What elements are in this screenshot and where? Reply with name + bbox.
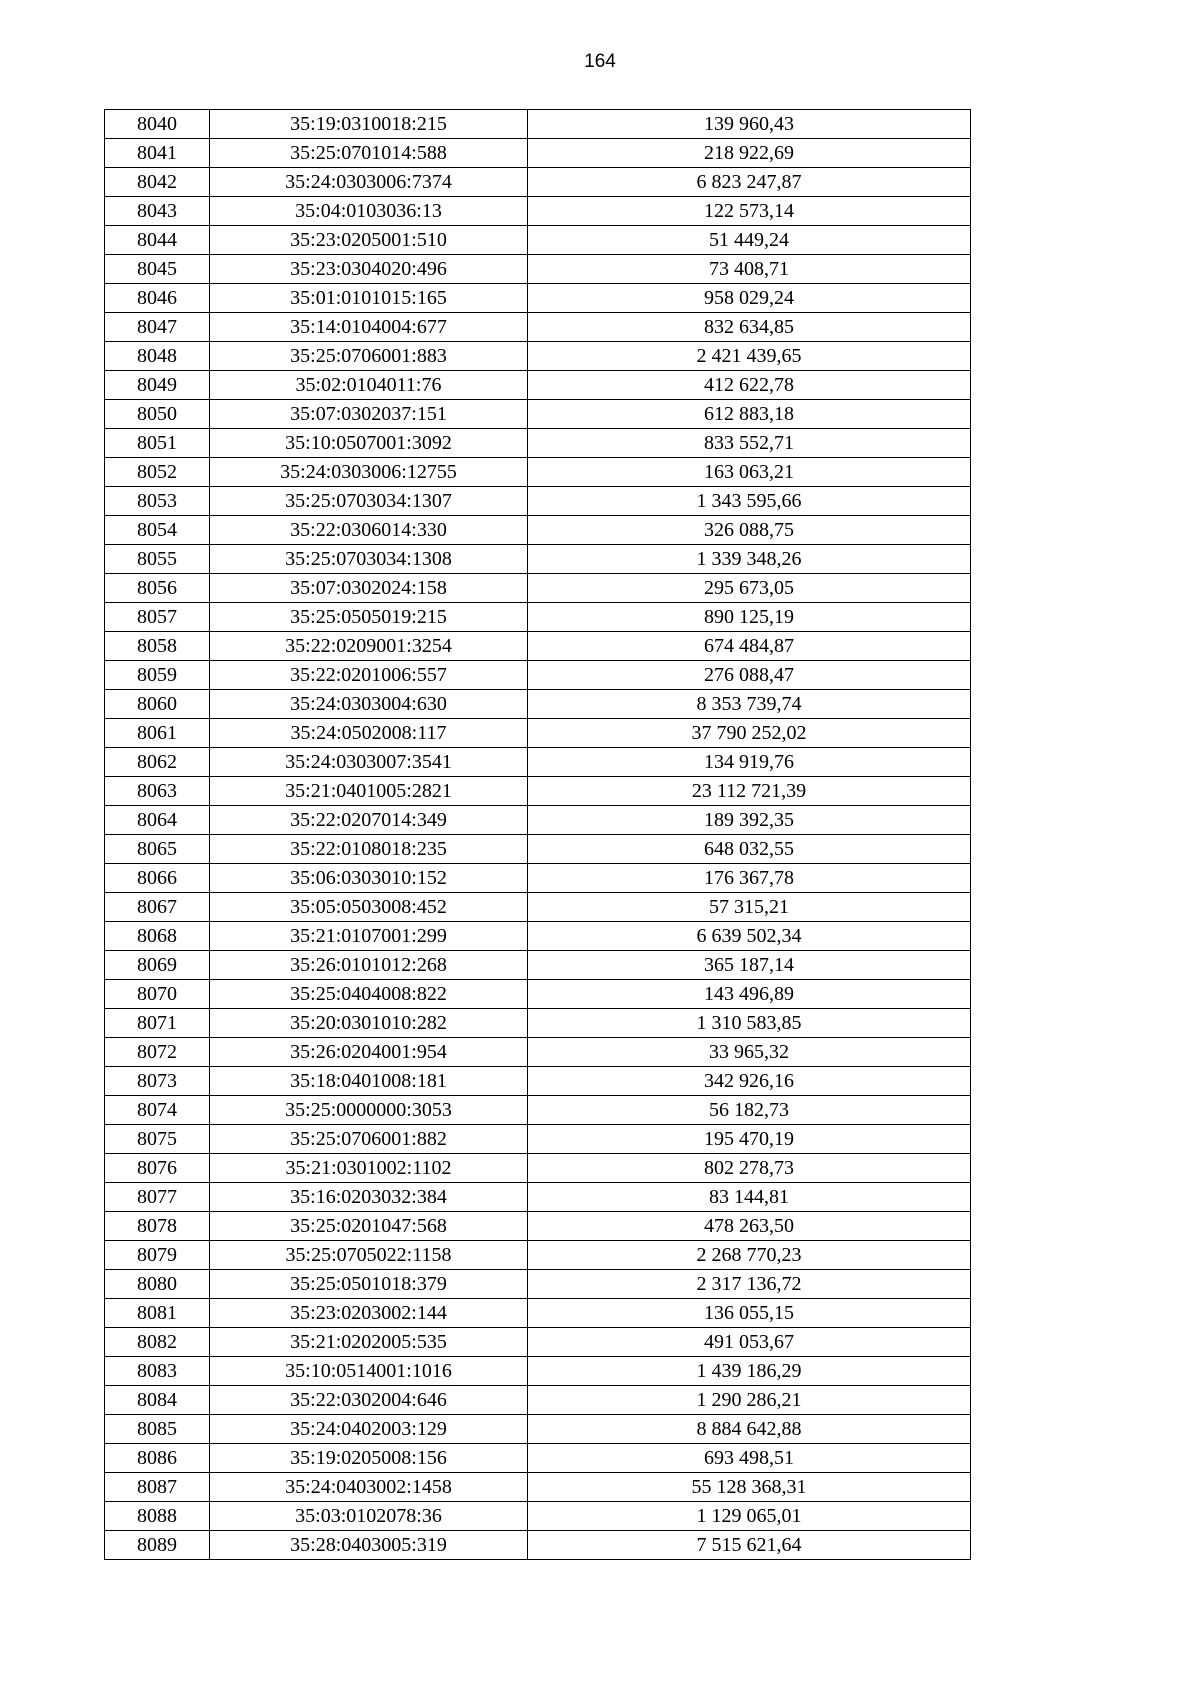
- row-number-cell: 8050: [105, 400, 210, 429]
- cadastral-number-cell: 35:25:0706001:882: [210, 1125, 528, 1154]
- table-row: [105, 951, 971, 980]
- value-cell: 674 484,87: [528, 632, 971, 661]
- row-number-cell: 8056: [105, 574, 210, 603]
- cadastral-number-cell: 35:25:0505019:215: [210, 603, 528, 632]
- value-cell: 412 622,78: [528, 371, 971, 400]
- row-number-cell: 8084: [105, 1386, 210, 1415]
- cadastral-number-cell: 35:25:0703034:1308: [210, 545, 528, 574]
- table-row: [105, 226, 971, 255]
- table-row: [105, 1357, 971, 1386]
- row-number-cell: 8085: [105, 1415, 210, 1444]
- table-row: [105, 574, 971, 603]
- row-number-cell: 8075: [105, 1125, 210, 1154]
- row-number-cell: 8083: [105, 1357, 210, 1386]
- table-row: [105, 284, 971, 313]
- table-row: [105, 371, 971, 400]
- cadastral-number-cell: 35:24:0403002:1458: [210, 1473, 528, 1502]
- value-cell: 56 182,73: [528, 1096, 971, 1125]
- table-row: [105, 1096, 971, 1125]
- value-cell: 1 339 348,26: [528, 545, 971, 574]
- table-row: [105, 1386, 971, 1415]
- value-cell: 1 129 065,01: [528, 1502, 971, 1531]
- cadastral-number-cell: 35:10:0507001:3092: [210, 429, 528, 458]
- table-row: [105, 893, 971, 922]
- value-cell: 33 965,32: [528, 1038, 971, 1067]
- cadastral-number-cell: 35:22:0306014:330: [210, 516, 528, 545]
- table-row: [105, 690, 971, 719]
- row-number-cell: 8057: [105, 603, 210, 632]
- cadastral-number-cell: 35:24:0502008:117: [210, 719, 528, 748]
- table-row: [105, 487, 971, 516]
- table-row: [105, 1183, 971, 1212]
- value-cell: 326 088,75: [528, 516, 971, 545]
- cadastral-number-cell: 35:24:0303004:630: [210, 690, 528, 719]
- cadastral-number-cell: 35:22:0201006:557: [210, 661, 528, 690]
- row-number-cell: 8041: [105, 139, 210, 168]
- row-number-cell: 8087: [105, 1473, 210, 1502]
- value-cell: 2 317 136,72: [528, 1270, 971, 1299]
- row-number-cell: 8052: [105, 458, 210, 487]
- row-number-cell: 8058: [105, 632, 210, 661]
- table-row: [105, 1067, 971, 1096]
- table-row: [105, 1328, 971, 1357]
- cadastral-number-cell: 35:25:0706001:883: [210, 342, 528, 371]
- table-body: [105, 110, 971, 1560]
- row-number-cell: 8062: [105, 748, 210, 777]
- table-row: [105, 313, 971, 342]
- cadastral-number-cell: 35:23:0304020:496: [210, 255, 528, 284]
- cadastral-number-cell: 35:16:0203032:384: [210, 1183, 528, 1212]
- row-number-cell: 8060: [105, 690, 210, 719]
- value-cell: 832 634,85: [528, 313, 971, 342]
- row-number-cell: 8076: [105, 1154, 210, 1183]
- value-cell: 365 187,14: [528, 951, 971, 980]
- value-cell: 73 408,71: [528, 255, 971, 284]
- cadastral-number-cell: 35:22:0108018:235: [210, 835, 528, 864]
- value-cell: 491 053,67: [528, 1328, 971, 1357]
- value-cell: 958 029,24: [528, 284, 971, 313]
- value-cell: 612 883,18: [528, 400, 971, 429]
- cadastral-number-cell: 35:24:0303006:12755: [210, 458, 528, 487]
- value-cell: 83 144,81: [528, 1183, 971, 1212]
- value-cell: 2 268 770,23: [528, 1241, 971, 1270]
- row-number-cell: 8079: [105, 1241, 210, 1270]
- cadastral-number-cell: 35:25:0201047:568: [210, 1212, 528, 1241]
- cadastral-number-cell: 35:06:0303010:152: [210, 864, 528, 893]
- table-row: [105, 458, 971, 487]
- cadastre-table: [104, 109, 971, 1560]
- table-row: [105, 1531, 971, 1560]
- value-cell: 189 392,35: [528, 806, 971, 835]
- row-number-cell: 8077: [105, 1183, 210, 1212]
- value-cell: 23 112 721,39: [528, 777, 971, 806]
- table-row: [105, 1270, 971, 1299]
- cadastral-number-cell: 35:22:0209001:3254: [210, 632, 528, 661]
- row-number-cell: 8047: [105, 313, 210, 342]
- value-cell: 8 884 642,88: [528, 1415, 971, 1444]
- value-cell: 478 263,50: [528, 1212, 971, 1241]
- row-number-cell: 8046: [105, 284, 210, 313]
- value-cell: 122 573,14: [528, 197, 971, 226]
- row-number-cell: 8048: [105, 342, 210, 371]
- table-row: [105, 719, 971, 748]
- value-cell: 6 823 247,87: [528, 168, 971, 197]
- value-cell: 136 055,15: [528, 1299, 971, 1328]
- cadastral-number-cell: 35:23:0205001:510: [210, 226, 528, 255]
- cadastral-number-cell: 35:19:0310018:215: [210, 110, 528, 139]
- value-cell: 1 343 595,66: [528, 487, 971, 516]
- table-row: [105, 197, 971, 226]
- row-number-cell: 8043: [105, 197, 210, 226]
- row-number-cell: 8061: [105, 719, 210, 748]
- table-row: [105, 1154, 971, 1183]
- value-cell: 295 673,05: [528, 574, 971, 603]
- cadastral-number-cell: 35:21:0202005:535: [210, 1328, 528, 1357]
- cadastral-number-cell: 35:21:0107001:299: [210, 922, 528, 951]
- table-row: [105, 1415, 971, 1444]
- cadastral-number-cell: 35:25:0701014:588: [210, 139, 528, 168]
- value-cell: 1 290 286,21: [528, 1386, 971, 1415]
- value-cell: 176 367,78: [528, 864, 971, 893]
- cadastral-number-cell: 35:25:0501018:379: [210, 1270, 528, 1299]
- row-number-cell: 8086: [105, 1444, 210, 1473]
- cadastral-number-cell: 35:25:0703034:1307: [210, 487, 528, 516]
- value-cell: 55 128 368,31: [528, 1473, 971, 1502]
- cadastral-number-cell: 35:19:0205008:156: [210, 1444, 528, 1473]
- table-row: [105, 545, 971, 574]
- cadastral-number-cell: 35:14:0104004:677: [210, 313, 528, 342]
- table-row: [105, 1038, 971, 1067]
- value-cell: 890 125,19: [528, 603, 971, 632]
- value-cell: 8 353 739,74: [528, 690, 971, 719]
- cadastral-number-cell: 35:18:0401008:181: [210, 1067, 528, 1096]
- cadastral-number-cell: 35:02:0104011:76: [210, 371, 528, 400]
- row-number-cell: 8066: [105, 864, 210, 893]
- value-cell: 7 515 621,64: [528, 1531, 971, 1560]
- value-cell: 37 790 252,02: [528, 719, 971, 748]
- value-cell: 648 032,55: [528, 835, 971, 864]
- value-cell: 6 639 502,34: [528, 922, 971, 951]
- row-number-cell: 8064: [105, 806, 210, 835]
- row-number-cell: 8072: [105, 1038, 210, 1067]
- value-cell: 134 919,76: [528, 748, 971, 777]
- cadastral-number-cell: 35:03:0102078:36: [210, 1502, 528, 1531]
- table-row: [105, 342, 971, 371]
- cadastral-number-cell: 35:10:0514001:1016: [210, 1357, 528, 1386]
- cadastral-number-cell: 35:22:0207014:349: [210, 806, 528, 835]
- table-row: [105, 429, 971, 458]
- cadastral-number-cell: 35:24:0303007:3541: [210, 748, 528, 777]
- row-number-cell: 8070: [105, 980, 210, 1009]
- page-number: 164: [584, 51, 616, 72]
- value-cell: 802 278,73: [528, 1154, 971, 1183]
- row-number-cell: 8082: [105, 1328, 210, 1357]
- cadastral-number-cell: 35:28:0403005:319: [210, 1531, 528, 1560]
- table-row: [105, 603, 971, 632]
- table-row: [105, 864, 971, 893]
- cadastral-number-cell: 35:22:0302004:646: [210, 1386, 528, 1415]
- cadastral-number-cell: 35:01:0101015:165: [210, 284, 528, 313]
- table-row: [105, 255, 971, 284]
- row-number-cell: 8073: [105, 1067, 210, 1096]
- table-row: [105, 400, 971, 429]
- cadastre-table-container: [104, 109, 971, 1560]
- cadastral-number-cell: 35:26:0101012:268: [210, 951, 528, 980]
- row-number-cell: 8065: [105, 835, 210, 864]
- value-cell: 1 310 583,85: [528, 1009, 971, 1038]
- row-number-cell: 8089: [105, 1531, 210, 1560]
- cadastral-number-cell: 35:24:0402003:129: [210, 1415, 528, 1444]
- cadastral-number-cell: 35:25:0000000:3053: [210, 1096, 528, 1125]
- table-row: [105, 922, 971, 951]
- row-number-cell: 8044: [105, 226, 210, 255]
- cadastral-number-cell: 35:24:0303006:7374: [210, 168, 528, 197]
- table-row: [105, 806, 971, 835]
- cadastral-number-cell: 35:23:0203002:144: [210, 1299, 528, 1328]
- table-row: [105, 110, 971, 139]
- table-row: [105, 1241, 971, 1270]
- table-row: [105, 1212, 971, 1241]
- table-row: [105, 1473, 971, 1502]
- value-cell: 51 449,24: [528, 226, 971, 255]
- table-row: [105, 1299, 971, 1328]
- row-number-cell: 8055: [105, 545, 210, 574]
- table-row: [105, 748, 971, 777]
- cadastral-number-cell: 35:21:0301002:1102: [210, 1154, 528, 1183]
- cadastral-number-cell: 35:25:0404008:822: [210, 980, 528, 1009]
- table-row: [105, 168, 971, 197]
- value-cell: 1 439 186,29: [528, 1357, 971, 1386]
- cadastral-number-cell: 35:07:0302037:151: [210, 400, 528, 429]
- row-number-cell: 8074: [105, 1096, 210, 1125]
- value-cell: 143 496,89: [528, 980, 971, 1009]
- table-row: [105, 1125, 971, 1154]
- row-number-cell: 8045: [105, 255, 210, 284]
- row-number-cell: 8040: [105, 110, 210, 139]
- cadastral-number-cell: 35:04:0103036:13: [210, 197, 528, 226]
- row-number-cell: 8071: [105, 1009, 210, 1038]
- value-cell: 833 552,71: [528, 429, 971, 458]
- row-number-cell: 8049: [105, 371, 210, 400]
- value-cell: 342 926,16: [528, 1067, 971, 1096]
- table-row: [105, 980, 971, 1009]
- cadastral-number-cell: 35:25:0705022:1158: [210, 1241, 528, 1270]
- value-cell: 163 063,21: [528, 458, 971, 487]
- row-number-cell: 8068: [105, 922, 210, 951]
- value-cell: 218 922,69: [528, 139, 971, 168]
- table-row: [105, 835, 971, 864]
- cadastral-number-cell: 35:05:0503008:452: [210, 893, 528, 922]
- table-row: [105, 777, 971, 806]
- row-number-cell: 8080: [105, 1270, 210, 1299]
- row-number-cell: 8042: [105, 168, 210, 197]
- table-row: [105, 139, 971, 168]
- row-number-cell: 8053: [105, 487, 210, 516]
- value-cell: 2 421 439,65: [528, 342, 971, 371]
- table-row: [105, 516, 971, 545]
- row-number-cell: 8054: [105, 516, 210, 545]
- row-number-cell: 8051: [105, 429, 210, 458]
- value-cell: 276 088,47: [528, 661, 971, 690]
- row-number-cell: 8078: [105, 1212, 210, 1241]
- table-row: [105, 1444, 971, 1473]
- cadastral-number-cell: 35:07:0302024:158: [210, 574, 528, 603]
- table-row: [105, 632, 971, 661]
- row-number-cell: 8069: [105, 951, 210, 980]
- value-cell: 57 315,21: [528, 893, 971, 922]
- row-number-cell: 8081: [105, 1299, 210, 1328]
- row-number-cell: 8059: [105, 661, 210, 690]
- table-row: [105, 1502, 971, 1531]
- row-number-cell: 8063: [105, 777, 210, 806]
- cadastral-number-cell: 35:21:0401005:2821: [210, 777, 528, 806]
- cadastral-number-cell: 35:20:0301010:282: [210, 1009, 528, 1038]
- row-number-cell: 8088: [105, 1502, 210, 1531]
- table-row: [105, 1009, 971, 1038]
- value-cell: 139 960,43: [528, 110, 971, 139]
- value-cell: 195 470,19: [528, 1125, 971, 1154]
- cadastral-number-cell: 35:26:0204001:954: [210, 1038, 528, 1067]
- row-number-cell: 8067: [105, 893, 210, 922]
- value-cell: 693 498,51: [528, 1444, 971, 1473]
- table-row: [105, 661, 971, 690]
